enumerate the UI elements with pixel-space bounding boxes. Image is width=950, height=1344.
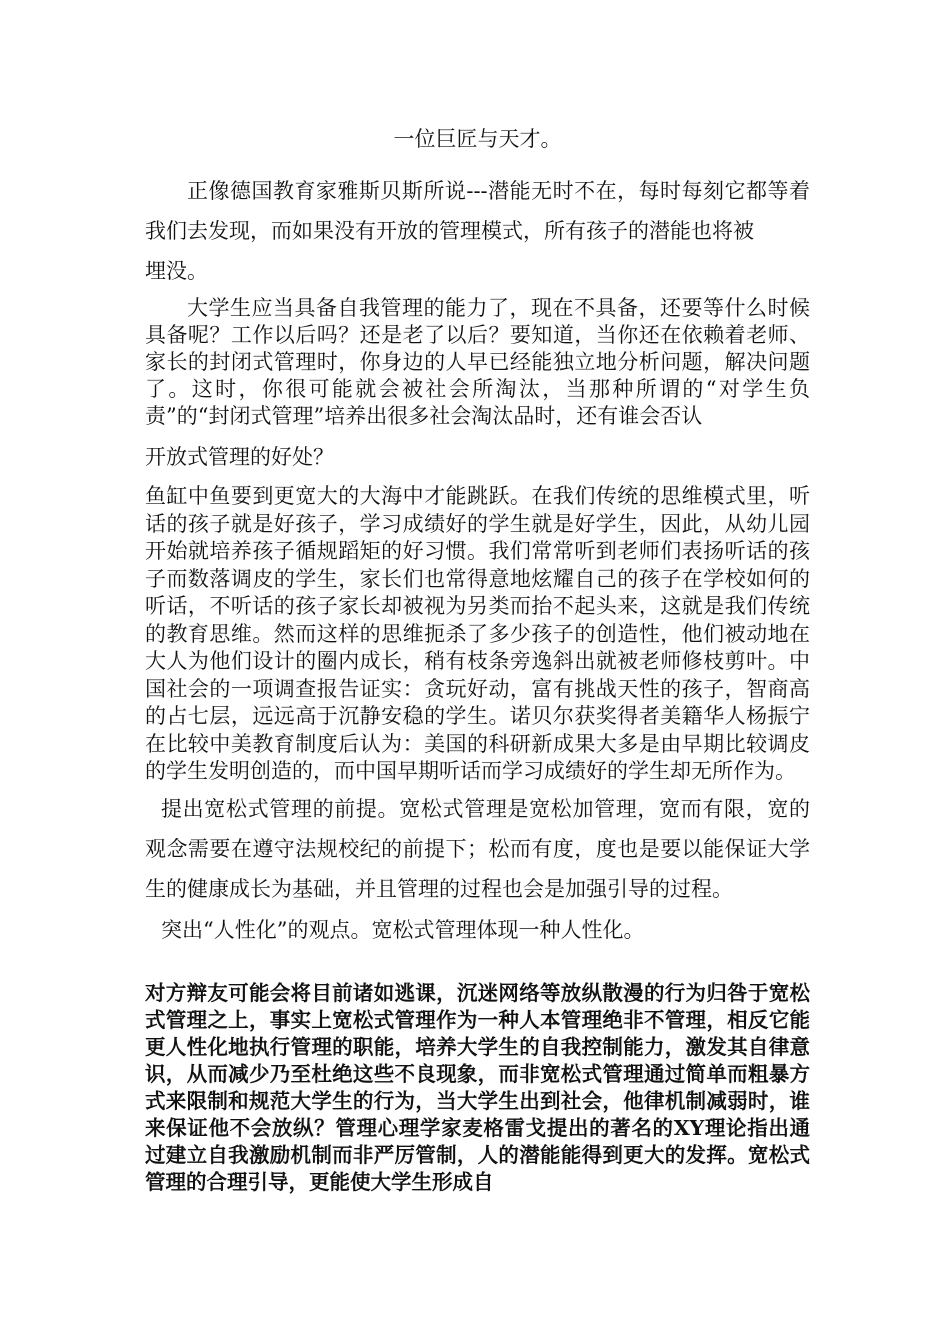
- quote-paragraph-main: 正像德国教育家雅斯贝斯所说---潜能无时不在，每时每刻它都等着我们去发现，而如果没有开放的管理模式，所有孩子的潜能也将被: [145, 179, 810, 243]
- rebuttal-paragraph: 对方辩友可能会将目前诸如逃课，沉迷网络等放纵散漫的行为归咎于宽松式管理之上，事实上宽松式管理作为一种人本管理绝非不管理，相反它能更人性化地执行管理的职能，培养大学生的自我控制能力，激发其自律意识，从而减少乃至杜绝这些不良现象，而非宽松式管理通过简单而粗暴方式来限制和规范大学生的行为，当大学生出到社会，他律机制减弱时，谁来保证他不会放纵？管理心理学家麦格雷戈提出的著名的XY理论指出通过建立自我激励机制而非严厉管制，人的潜能能得到更大的发挥。宽松式管理的合理引导，更能使大学生形成自: [145, 981, 810, 1194]
- title-line: 一位巨匠与天才。: [393, 127, 562, 151]
- students-paragraph-tail: 开放式管理的好处？: [145, 445, 334, 469]
- quote-paragraph-tail: 埋没。: [145, 259, 208, 283]
- fish-paragraph: 鱼缸中鱼要到更宽大的大海中才能跳跃。在我们传统的思维模式里，听话的孩子就是好孩子，学习成绩好的学生就是好学生，因此，从幼儿园开始就培养孩子循规蹈矩的好习惯。我们常常听到老师们表扬听话的孩子而数落调皮的学生，家长们也常得意地炫耀自己的孩子在学校如何的听话，不听话的孩子家长却被视为另类而抬不起头来，这就是我们传统的教育思维。然而这样的思维扼杀了多少孩子的创造性，他们被动地在大人为他们设计的圈内成长，稍有枝条旁逸斜出就被老师修枝剪叶。中国社会的一项调查报告证实：贪玩好动，富有挑战天性的孩子，智商高的占七层，远远高于沉静安稳的学生。诺贝尔获奖得者美籍华人杨振宁在比较中美教育制度后认为：美国的科研新成果大多是由早期比较调皮的学生发明创造的，而中国早期听话而学习成绩好的学生却无所作为。: [145, 484, 810, 783]
- students-paragraph-main: 大学生应当具备自我管理的能力了，现在不具备，还要等什么时候具备呢？工作以后吗？还是老了以后？要知道，当你还在依赖着老师、家长的封闭式管理时，你身边的人早已经能独立地分析问题，解决问题了。这时，你很可能就会被社会所淘汰，当那种所谓的“对学生负责”的“封闭式管理”培养出很多社会淘汰品时，还有谁会否认: [145, 296, 810, 428]
- students-paragraph: [145, 295, 810, 471]
- premise-paragraph: 提出宽松式管理的前提。宽松式管理是宽松加管理，宽而有限，宽的观念需要在遵守法规校纪的前提下；松而有度，度也是要以能保证大学生的健康成长为基础，并且管理的过程也会是加强引导的过程。: [145, 797, 810, 901]
- quote-paragraph: [145, 171, 810, 291]
- humanized-paragraph: 突出“人性化”的观点。宽松式管理体现一种人性化。: [161, 918, 645, 942]
